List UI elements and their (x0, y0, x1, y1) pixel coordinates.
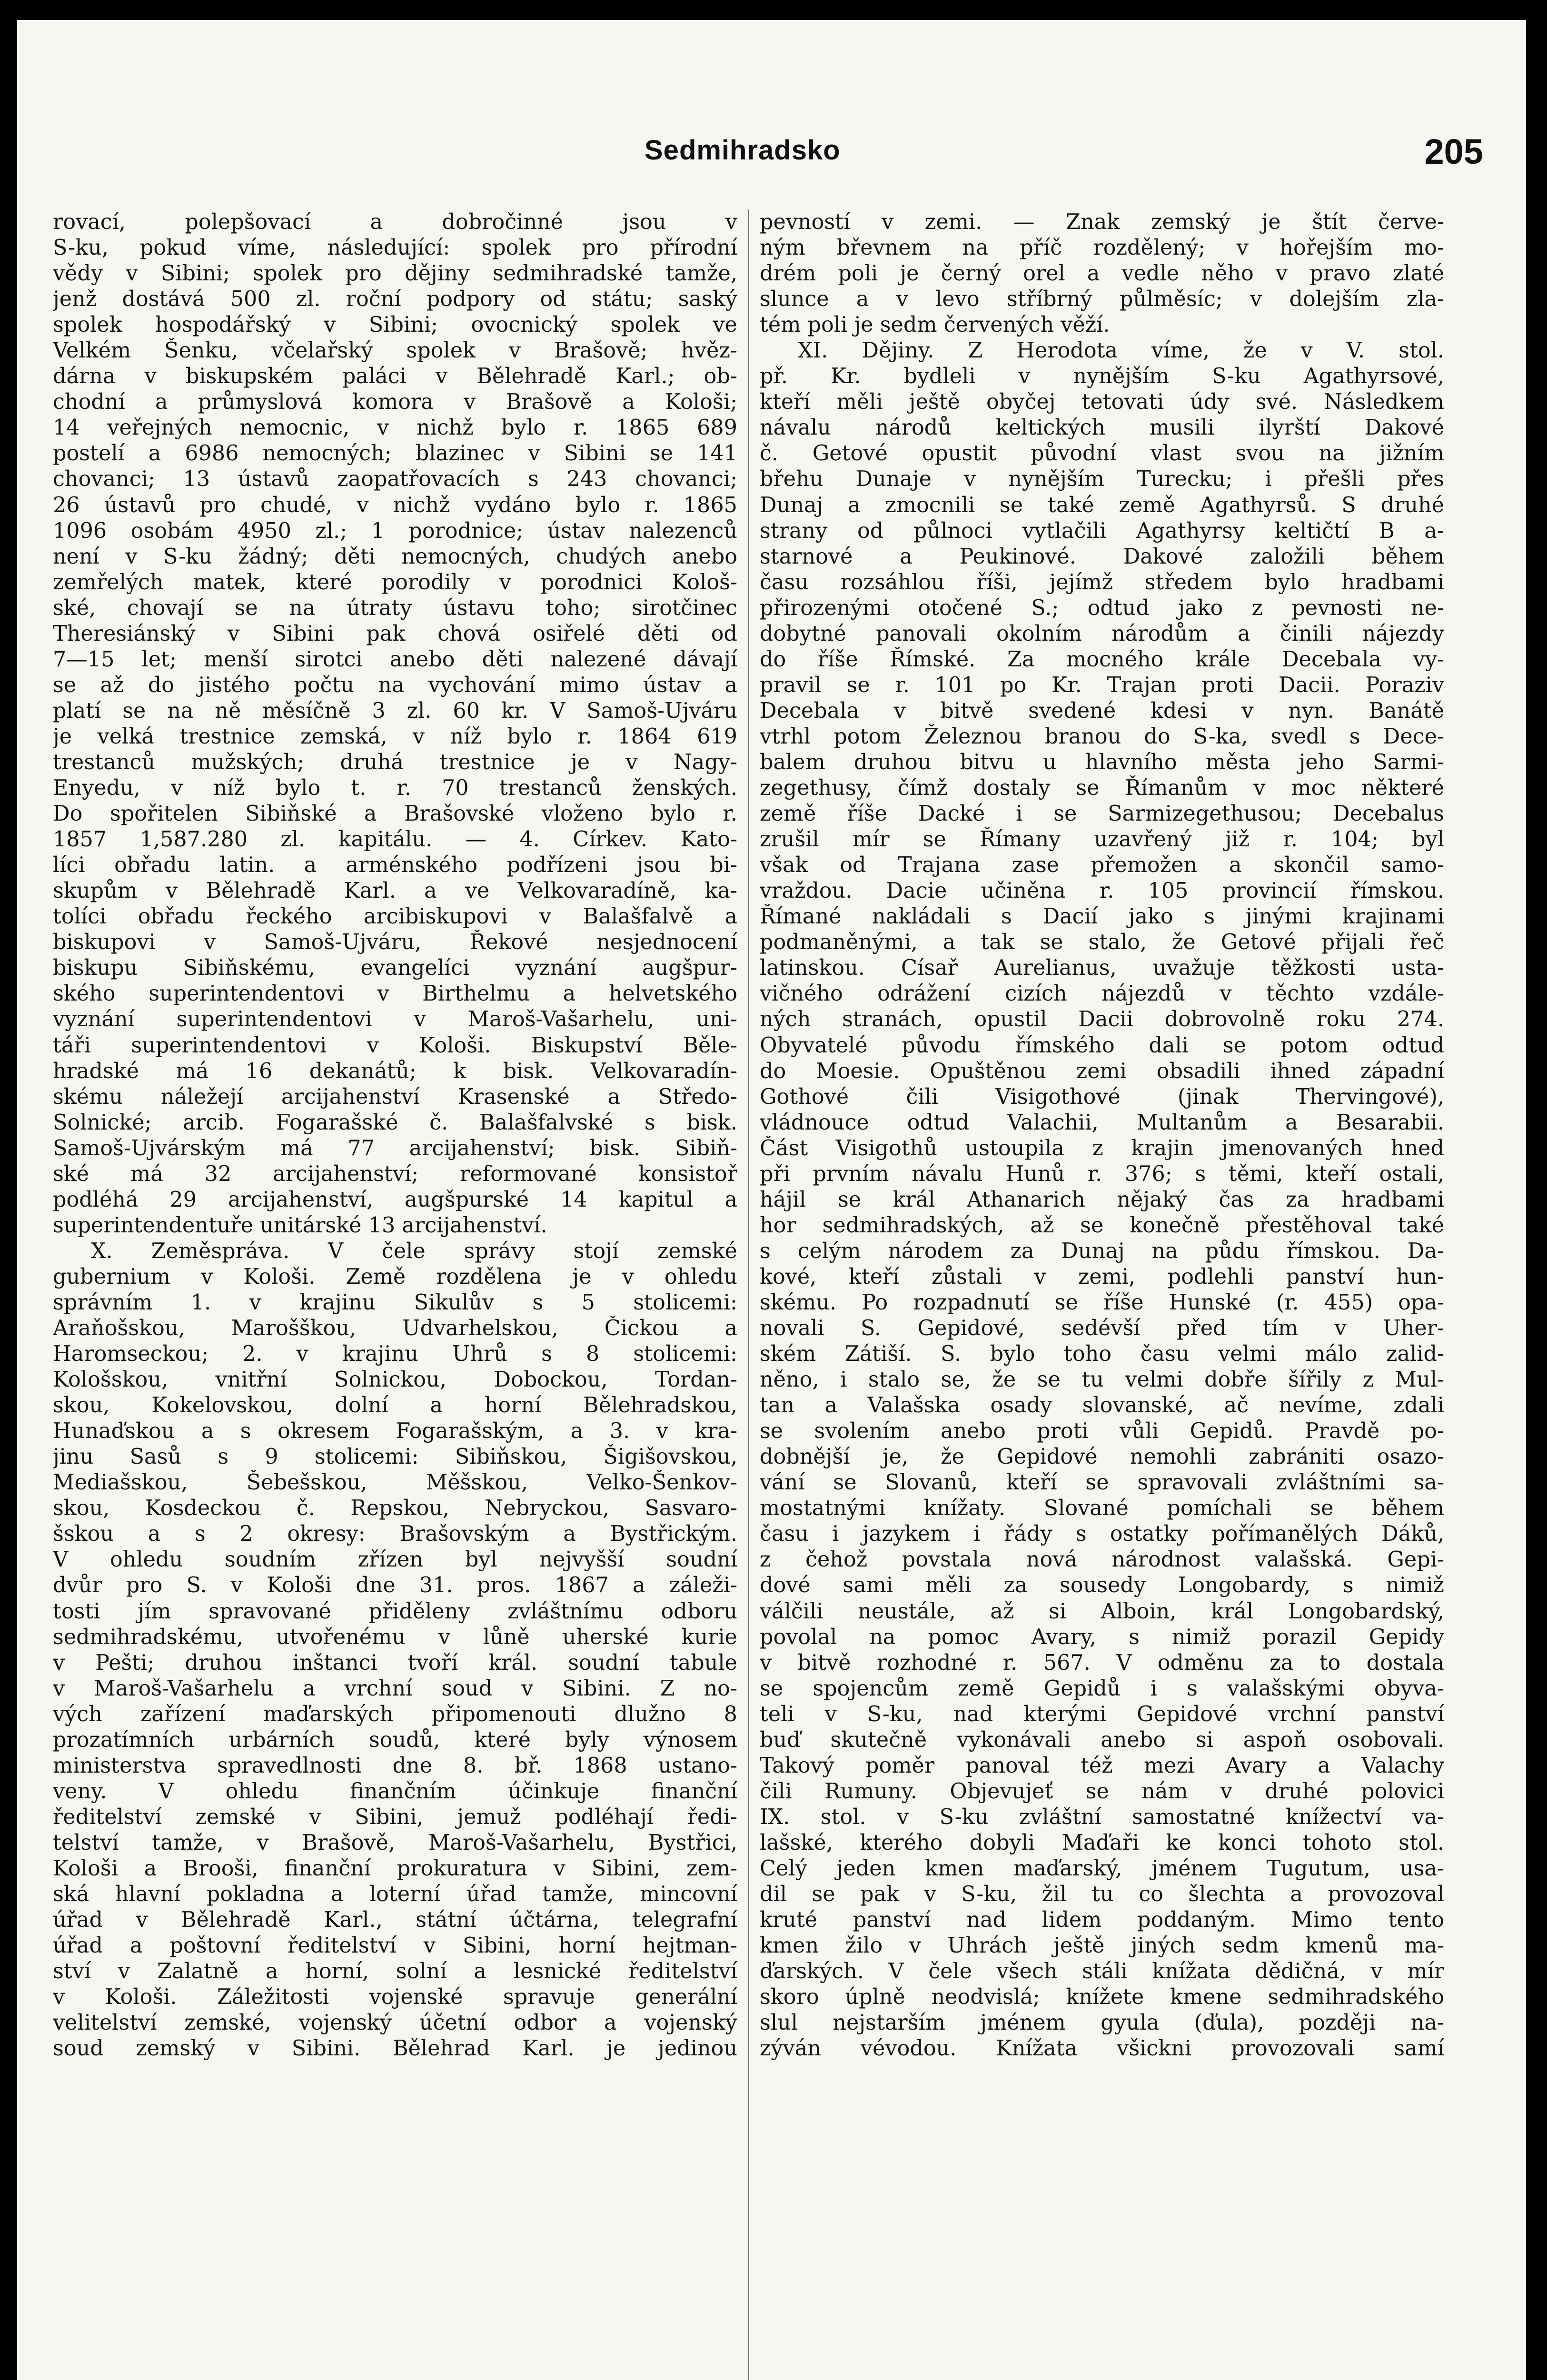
text-line: podmaněnými, a tak se stalo, že Getové přijali řeč (760, 930, 1444, 955)
text-line: v Pešti; druhou inštanci tvoří král. soudní tabule (53, 1650, 737, 1675)
text-line: př. Kr. bydleli v nynějším S-ku Agathyrsové, (760, 364, 1444, 389)
text-line: teli v S-ku, nad kterými Gepidové vrchní panství (760, 1702, 1444, 1726)
text-line: s celým národem za Dunaj na půdu římskou. Da- (760, 1239, 1444, 1263)
text-line: slul nejstarším jménem gyula (ďula), později na- (760, 2011, 1444, 2035)
text-line: starnové a Peukinové. Dakové založili během (760, 544, 1444, 569)
text-line: vyznání superintendentovi v Maroš-Vašarhelu, uni- (53, 1007, 737, 1032)
left-column (53, 209, 737, 2062)
text-line: Kološi a Brooši, finanční prokuratura v Sibini, zem- (53, 1856, 737, 1881)
text-line: Decebala v bitvě svedené kdesi v nyn. Banátě (760, 698, 1444, 723)
text-line: chodní a průmyslová komora v Brašově a Kološi; (53, 390, 737, 415)
text-line: správním 1. v krajinu Sikulův s 5 stolicemi: (53, 1290, 737, 1315)
text-line: Dunaj a zmocnili se také země Agathyrsů. S druhé (760, 493, 1444, 517)
text-line: chovanci; 13 ústavů zaopatřovacích s 243 chovanci; (53, 467, 737, 492)
text-line: válčili neustále, až si Alboin, král Longobardský, (760, 1599, 1444, 1624)
text-line: č. Getové opustit původní vlast svou na jižním (760, 441, 1444, 466)
text-line: zegethusy, čímž dostaly se Římanům v moc některé (760, 776, 1444, 801)
text-line: gubernium v Kološi. Země rozdělena je v ohledu (53, 1264, 737, 1289)
text-line: slunce a v levo stříbrný půlměsíc; v dolejším zla- (760, 287, 1444, 312)
text-line: času rozsáhlou říši, jejímž středem bylo hradbami (760, 570, 1444, 595)
right-column (760, 209, 1444, 2062)
text-line: dobnější je, že Gepidové nemohli zabrániti osazo- (760, 1445, 1444, 1469)
text-line: jinu Sasů s 9 stolicemi: Sibiňskou, Šigišovskou, (53, 1445, 737, 1469)
text-line: 1857 1,587.280 zl. kapitálu. — 4. Církev. Kato- (53, 827, 737, 852)
text-line: v Kološi. Záležitosti vojenské spravuje generální (53, 1985, 737, 2010)
text-line: ství v Zalatně a horní, solní a lesnické ředitelství (53, 1959, 737, 1984)
text-line: skému. Po rozpadnutí se říše Hunské (r. 455) opa- (760, 1290, 1444, 1315)
page-header (17, 134, 1526, 172)
text-line: povolal na pomoc Avary, s nimiž porazil Gepidy (760, 1625, 1444, 1649)
text-line: Římané nakládali s Dacií jako s jinými krajinami (760, 904, 1444, 929)
text-line: Celý jeden kmen maďarský, jménem Tugutum, usa- (760, 1856, 1444, 1881)
text-line: novali S. Gepidové, sedévší před tím v Uher- (760, 1316, 1444, 1341)
column-divider (748, 209, 749, 2380)
text-line: Haromseckou; 2. v krajinu Uhrů s 8 stolicemi: (53, 1342, 737, 1367)
text-line: pevností v zemi. — Znak zemský je štít červe- (760, 210, 1444, 234)
text-line: podléhá 29 arcijahenství, augšpurské 14 kapitul a (53, 1187, 737, 1212)
text-line: telství tamže, v Brašově, Maroš-Vašarhelu, Bystřici, (53, 1830, 737, 1855)
text-line: IX. stol. v S-ku zvláštní samostatné knížectví va- (760, 1805, 1444, 1829)
text-line: biskupovi v Samoš-Ujváru, Řekové nesjednocení (53, 930, 737, 955)
text-line: skou, Kokelovskou, dolní a horní Bělehradskou, (53, 1393, 737, 1418)
text-line: V ohledu soudním zřízen byl nejvyšší soudní (53, 1547, 737, 1572)
text-line: rovací, polepšovací a dobročinné jsou v (53, 210, 737, 234)
text-line: 7—15 let; menší sirotci anebo děti nalezené dávají (53, 647, 737, 672)
text-line: hor sedmihradských, až se konečně přestěhoval také (760, 1213, 1444, 1238)
text-line: hradské má 16 dekanátů; k bisk. Velkovaradín- (53, 1059, 737, 1083)
text-line: zýván vévodou. Knížata všickni provozovali samí (760, 2036, 1444, 2061)
text-line: mostatnými knížaty. Slované pomíchali se během (760, 1496, 1444, 1521)
text-line: v bitvě rozhodné r. 567. V odměnu za to dostala (760, 1650, 1444, 1675)
book-page (17, 20, 1526, 2380)
text-line: Hunaďskou a s okresem Fogarašským, a 3. v kra- (53, 1419, 737, 1444)
text-line: není v S-ku žádný; děti nemocných, chudých anebo (53, 544, 737, 569)
text-line: dové sami měli za sousedy Longobardy, s nimiž (760, 1573, 1444, 1598)
text-line: ské, chovají se na útraty ústavu toho; sirotčinec (53, 595, 737, 620)
text-line: něno, i stalo se, že se tu velmi dobře šířily z Mul- (760, 1368, 1444, 1392)
text-line: ďarských. V čele všech stáli knížata dědičná, v mír (760, 1959, 1444, 1984)
text-line: latinskou. Císař Aurelianus, uvažuje těžkosti usta- (760, 956, 1444, 981)
text-line: ředitelství zemské v Sibini, jemuž podléhají ředi- (53, 1805, 737, 1829)
text-line: postelí a 6986 nemocných; blazinec v Sibini se 141 (53, 441, 737, 466)
text-line: kmen žilo v Uhrách ještě jiných sedm kmenů ma- (760, 1934, 1444, 1958)
text-line: však od Trajana zase přemožen a skončil samo- (760, 853, 1444, 878)
text-line: je velká trestnice zemská, v níž bylo r. 1864 619 (53, 724, 737, 749)
text-line: tolíci obřadu řeckého arcibiskupovi v Balašfalvě a (53, 904, 737, 929)
text-line: se spojencům země Gepidů i s valašskými obyva- (760, 1676, 1444, 1701)
text-line: při prvním návalu Hunů r. 376; s těmi, kteří ostali, (760, 1161, 1444, 1186)
text-line: dobytné panovali okolním národům a činili nájezdy (760, 621, 1444, 646)
text-line: v Maroš-Vašarhelu a vrchní soud v Sibini. Z no- (53, 1676, 737, 1701)
text-line: 26 ústavů pro chudé, v nichž vydáno bylo r. 1865 (53, 493, 737, 517)
text-line: tosti jím spravované přiděleny zvláštnímu odboru (53, 1599, 737, 1624)
text-line: balem druhou bitvu u hlavního města jeho Sarmi- (760, 750, 1444, 774)
text-line: úřad a poštovní ředitelství v Sibini, horní hejtman- (53, 1934, 737, 1958)
text-line: Gothové čili Visigothové (jinak Thervingové), (760, 1084, 1444, 1109)
text-line: vládnouce odtud Valachii, Multanům a Besarabii. (760, 1110, 1444, 1135)
text-line: trestanců mužských; druhá trestnice je v Nagy- (53, 750, 737, 774)
text-line: Část Visigothů ustoupila z krajin jmenovaných hned (760, 1136, 1444, 1160)
text-line: strany od půlnoci vytlačili Agathyrsy keltičtí B a- (760, 518, 1444, 543)
text-line: táři superintendentovi v Kološi. Biskupství Běle- (53, 1033, 737, 1058)
text-line: spolek hospodářský v Sibini; ovocnický spolek ve (53, 313, 737, 337)
text-line: země říše Dacké i se Sarmizegethusou; Decebalus (760, 802, 1444, 826)
text-line: drém poli je černý orel a vedle něho v pravo zlaté (760, 261, 1444, 286)
text-line: 1096 osobám 4950 zl.; 1 porodnice; ústav nalezenců (53, 518, 737, 543)
text-line: ská hlavní pokladna a loterní úřad tamže, mincovní (53, 1882, 737, 1907)
text-line: Kološskou, vnitřní Solnickou, Dobockou, Tordan- (53, 1368, 737, 1392)
text-line: buď skutečně vykonávali anebo si aspoň osobovali. (760, 1727, 1444, 1752)
text-line: skupům v Bělehradě Karl. a ve Velkovaradíně, ka- (53, 879, 737, 903)
text-line: velitelství zemské, vojenský účetní odbor a vojenský (53, 2011, 737, 2035)
text-line: času i jazykem i řády s ostatky pořímanělých Dáků, (760, 1522, 1444, 1547)
text-line: X. Zeměspráva. V čele správy stojí zemské (91, 1239, 737, 1263)
text-line: ných stranách, opustil Dacii dobrovolně roku 274. (760, 1007, 1444, 1032)
text-line: ského superintendentovi v Birthelmu a helvetského (53, 982, 737, 1006)
text-line: vraždou. Dacie učiněna r. 105 provincií římskou. (760, 879, 1444, 903)
text-line: skému náležejí arcijahenství Krasenské a Středo- (53, 1084, 737, 1109)
text-line: šskou a s 2 okresy: Brašovským a Bystřickým. (53, 1522, 737, 1547)
text-line: dárna v biskupském paláci v Bělehradě Karl.; ob- (53, 364, 737, 389)
text-line: ském Zátiší. S. bylo toho času velmi málo zalid- (760, 1342, 1444, 1367)
text-line: dil se pak v S-ku, žil tu co šlechta a provozoval (760, 1882, 1444, 1907)
text-line: ministerstva spravedlnosti dne 8. bř. 1868 ustano- (53, 1753, 737, 1778)
text-line: skoro úplně neodvislá; knížete kmene sedmihradského (760, 1985, 1444, 2010)
text-line: sedmihradskému, utvořenému v lůně uherské kurie (53, 1625, 737, 1649)
text-line: přirozenými otočené S.; odtud jako z pevnosti ne- (760, 595, 1444, 620)
text-line: vičného odrážení cizích nájezdů v těchto vzdále- (760, 982, 1444, 1006)
text-line: vědy v Sibini; spolek pro dějiny sedmihradské tamže, (53, 261, 737, 286)
text-line: platí se na ně měsíčně 3 zl. 60 kr. V Samoš-Ujváru (53, 698, 737, 723)
text-line: Mediašskou, Šebešskou, Měšskou, Velko-Šenkov- (53, 1470, 737, 1495)
text-line: Velkém Šenku, včelařský spolek v Brašově; hvěz- (53, 338, 737, 363)
text-line: Enyedu, v níž bylo t. r. 70 trestanců ženských. (53, 776, 737, 801)
text-line: kruté panství nad lidem poddaným. Mimo tento (760, 1908, 1444, 1933)
text-line: do říše Římské. Za mocného krále Decebala vy- (760, 647, 1444, 672)
text-line: návalu národů keltických musili ilyrští Dakové (760, 416, 1444, 440)
text-line: veny. V ohledu finančním účinkuje finanční (53, 1779, 737, 1804)
text-line: úřad v Bělehradě Karl., státní účtárna, telegrafní (53, 1908, 737, 1933)
text-line: prozatímních urbárních soudů, které byly výnosem (53, 1727, 737, 1752)
text-line: soud zemský v Sibini. Bělehrad Karl. je jedinou (53, 2036, 737, 2061)
text-line: ské má 32 arcijahenství; reformované konsistoř (53, 1161, 737, 1186)
text-line: čili Rumuny. Objevujeť se nám v druhé polovici (760, 1779, 1444, 1804)
text-line: tém poli je sedm červených věží. (760, 313, 1110, 337)
text-line: hájil se král Athanarich nějaký čas za hradbami (760, 1187, 1444, 1212)
text-line: Do spořitelen Sibiňské a Brašovské vloženo bylo r. (53, 802, 737, 826)
text-line: z čehož povstala nová národnost valašská. Gepi- (760, 1547, 1444, 1572)
text-line: skou, Kosdeckou č. Repskou, Nebryckou, Sasvaro- (53, 1496, 737, 1521)
text-line: lašské, kterého dobyli Maďaři ke konci tohoto stol. (760, 1830, 1444, 1855)
text-line: vání se Slovanů, kteří se spravovali zvláštními sa- (760, 1470, 1444, 1495)
text-line: Solnické; arcib. Fogarašské č. Balašfalvské s bisk. (53, 1110, 737, 1135)
text-line: zemřelých matek, které porodily v porodnici Kološ- (53, 570, 737, 595)
text-line: tan a Valašska osady slovanské, ač nevíme, zdali (760, 1393, 1444, 1418)
text-line: S-ku, pokud víme, následující: spolek pro přírodní (53, 236, 737, 260)
text-line: XI. Dějiny. Z Herodota víme, že v V. stol. (798, 338, 1444, 363)
text-line: ným břevnem na příč rozdělený; v hořejším mo- (760, 236, 1444, 260)
text-line: pravil se r. 101 po Kr. Trajan proti Dacii. Poraziv (760, 673, 1444, 697)
text-line: Takový poměr panoval též mezi Avary a Valachy (760, 1753, 1444, 1778)
text-line: břehu Dunaje v nynějším Turecku; i přešli přes (760, 467, 1444, 492)
text-line: biskupu Sibiňskému, evangelíci vyznání augšpur- (53, 956, 737, 981)
running-title: Sedmihradsko (645, 135, 841, 166)
text-line: vtrhl potom Železnou branou do S-ka, svedl s Dece- (760, 724, 1444, 749)
text-line: superintendentuře unitárské 13 arcijahenství. (53, 1213, 547, 1238)
page-number: 205 (1424, 132, 1483, 171)
text-line: líci obřadu latin. a arménského podřízeni jsou bi- (53, 853, 737, 878)
text-line: kteří měli ještě obyčej tetovati údy své. Následkem (760, 390, 1444, 415)
text-line: kové, kteří zůstali v zemi, podlehli panství hun- (760, 1264, 1444, 1289)
text-line: Theresiánský v Sibini pak chová osiřelé děti od (53, 621, 737, 646)
text-line: vých zařízení maďarských připomenouti dlužno 8 (53, 1702, 737, 1726)
text-line: do Moesie. Opuštěnou zemi obsadili ihned západní (760, 1059, 1444, 1083)
text-line: 14 veřejných nemocnic, v nichž bylo r. 1865 689 (53, 416, 737, 440)
text-line: se až do jistého počtu na vychování mimo ústav a (53, 673, 737, 697)
text-line: Araňošskou, Marošškou, Udvarhelskou, Čickou a (53, 1316, 737, 1341)
text-line: Obyvatelé původu římského dali se potom odtud (760, 1033, 1444, 1058)
text-line: Samoš-Ujvárským má 77 arcijahenství; bisk. Sibiň- (53, 1136, 737, 1160)
text-line: jenž dostává 500 zl. roční podpory od státu; saský (53, 287, 737, 312)
text-line: zrušil mír se Římany uzavřený již r. 104; byl (760, 827, 1444, 852)
text-line: dvůr pro S. v Kološi dne 31. pros. 1867 a záleži- (53, 1573, 737, 1598)
text-line: se svolením anebo proti vůli Gepidů. Pravdě po- (760, 1419, 1444, 1444)
